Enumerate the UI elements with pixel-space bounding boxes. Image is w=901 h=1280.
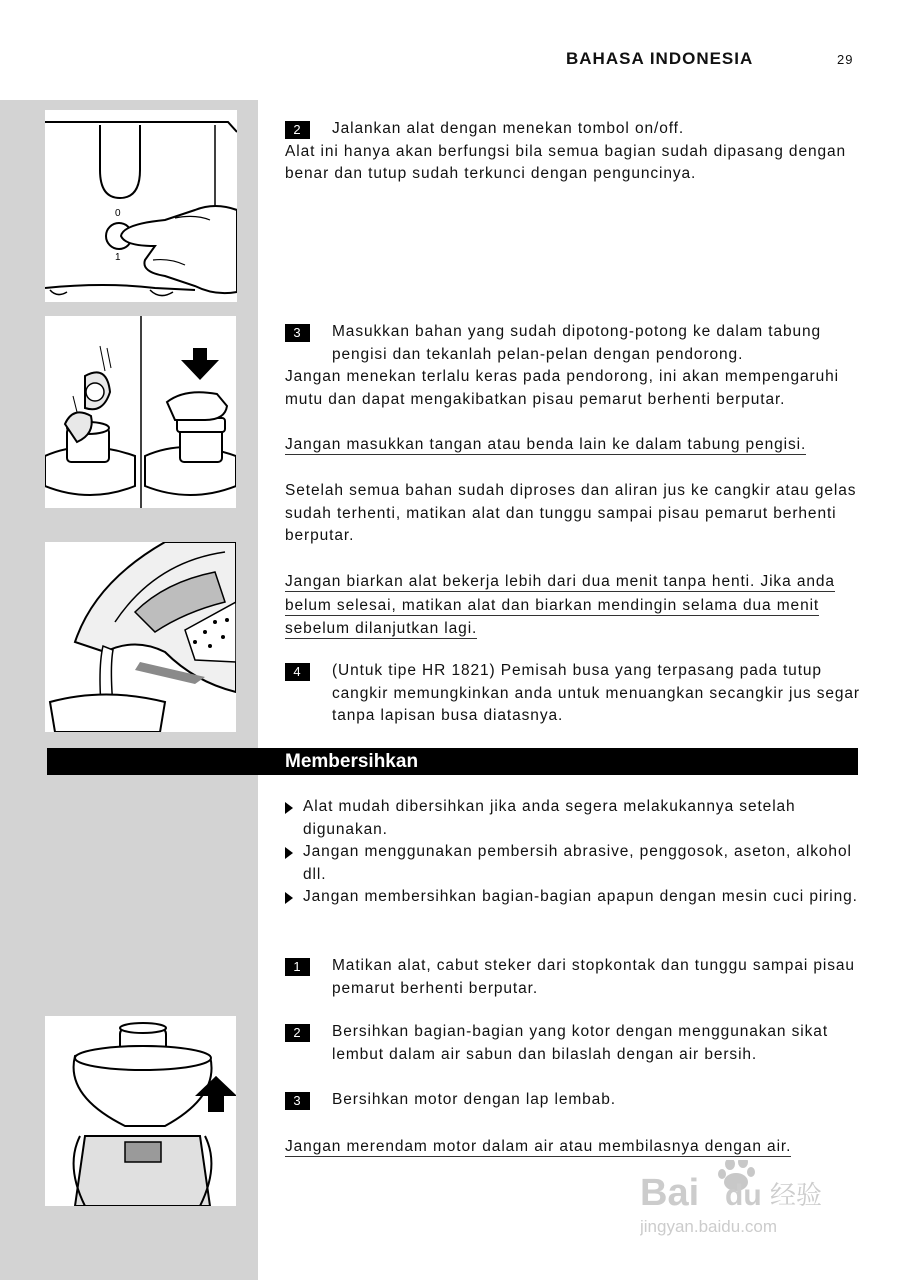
fruit-into-feeder-drawing <box>45 316 236 508</box>
switch-label-1: 1 <box>115 252 121 263</box>
watermark-url: jingyan.baidu.com <box>640 1217 778 1236</box>
warning-feeding-tube <box>285 433 860 457</box>
page-language-header: BAHASA INDONESIA <box>566 49 754 68</box>
step-4-heading <box>285 660 860 728</box>
step-number-badge: 4 <box>285 663 310 681</box>
on-off-switch-illustration <box>45 110 237 302</box>
after-processing-paragraph: Setelah semua bahan sudah diproses dan aliran jus ke cangkir atau gelas sudah terhenti, matikan alat dan tunggu sampai pisau pemarut berhenti berputar. <box>285 482 857 544</box>
step-3-heading <box>285 321 860 366</box>
step-number-badge: 1 <box>285 958 310 976</box>
step-2-run-appliance <box>285 118 860 186</box>
feeding-tube-illustration <box>45 316 236 508</box>
cleaning-tips-list <box>285 796 860 909</box>
step-body: Alat ini hanya akan berfungsi bila semua bagian sudah dipasang dengan benar dan tutup sudah terkunci dengan penguncinya. <box>285 142 847 182</box>
baidu-watermark <box>640 1160 860 1240</box>
baidu-logo <box>640 1160 860 1240</box>
watermark-chinese: 经验 <box>770 1181 823 1211</box>
step-title: Bersihkan motor dengan lap lembab. <box>332 1091 616 1108</box>
hand-pressing-switch-drawing <box>45 110 237 302</box>
warning-text: Jangan merendam motor dalam air atau membilasnya dengan air. <box>285 1138 792 1155</box>
cleaning-step-3 <box>285 1089 860 1112</box>
section-header-bar <box>47 748 858 775</box>
step-3-insert-ingredients <box>285 321 860 411</box>
step-title: Jalankan alat dengan menekan tombol on/off. <box>332 120 685 137</box>
step-title: Bersihkan bagian-bagian yang kotor dengan menggunakan sikat lembut dalam air sabun dan bilaslah dengan air bersih. <box>332 1023 829 1063</box>
list-item: Alat mudah dibersihkan jika anda segera melakukannya setelah digunakan. <box>285 796 860 841</box>
step-number-badge: 3 <box>285 1092 310 1110</box>
warning-motor-water <box>285 1135 860 1159</box>
cleaning-step-2-heading <box>285 1021 860 1066</box>
step-title: (Untuk tipe HR 1821) Pemisah busa yang terpasang pada tutup cangkir memungkinkan anda untuk menuangkan secangkir jus segar tanpa lapisan busa diatasnya. <box>332 662 860 724</box>
list-item: Jangan menggunakan pembersih abrasive, penggosok, aseton, alkohol dll. <box>285 841 860 886</box>
step-title: Matikan alat, cabut steker dari stopkontak dan tunggu sampai pisau pemarut berhenti berputar. <box>332 957 855 997</box>
cleaning-step-2 <box>285 1021 860 1066</box>
cleaning-tips <box>285 796 860 909</box>
step-number-badge: 2 <box>285 1024 310 1042</box>
warning-text: Jangan biarkan alat bekerja lebih dari dua menit tanpa henti. Jika anda belum selesai, matikan alat dan biarkan mendingin selama dua menit sebelum dilanjutkan lagi. <box>285 573 835 637</box>
warning-run-time <box>285 570 845 641</box>
cleaning-step-1 <box>285 955 860 1000</box>
watermark-brand: Bai <box>640 1172 700 1214</box>
switch-label-0: 0 <box>115 208 121 219</box>
page-number: 29 <box>837 52 854 67</box>
step-body: Jangan menekan terlalu keras pada pendorong, ini akan mempengaruhi mutu dan dapat mengakibatkan pisau pemarut berhenti berputar. <box>285 368 840 408</box>
juice-jug-pouring-drawing <box>45 542 236 732</box>
list-item: Jangan membersihkan bagian-bagian apapun dengan mesin cuci piring. <box>285 886 860 909</box>
juicer-lid-removal-drawing <box>45 1016 236 1206</box>
warning-text: Jangan masukkan tangan atau benda lain ke dalam tabung pengisi. <box>285 436 807 453</box>
cleaning-step-3-heading <box>285 1089 860 1112</box>
step-4-froth-separator <box>285 660 860 728</box>
pouring-juice-illustration <box>45 542 236 732</box>
step-title: Masukkan bahan yang sudah dipotong-potong ke dalam tabung pengisi dan tekanlah pelan-pelan dengan pendorong. <box>332 323 822 363</box>
step-number-badge: 3 <box>285 324 310 342</box>
watermark-brand-2: du <box>725 1179 762 1212</box>
step-number-badge: 2 <box>285 121 310 139</box>
cleaning-step-1-heading <box>285 955 860 1000</box>
step-2-heading <box>285 118 860 141</box>
juicer-disassembly-illustration <box>45 1016 236 1206</box>
section-title: Membersihkan <box>285 751 419 772</box>
